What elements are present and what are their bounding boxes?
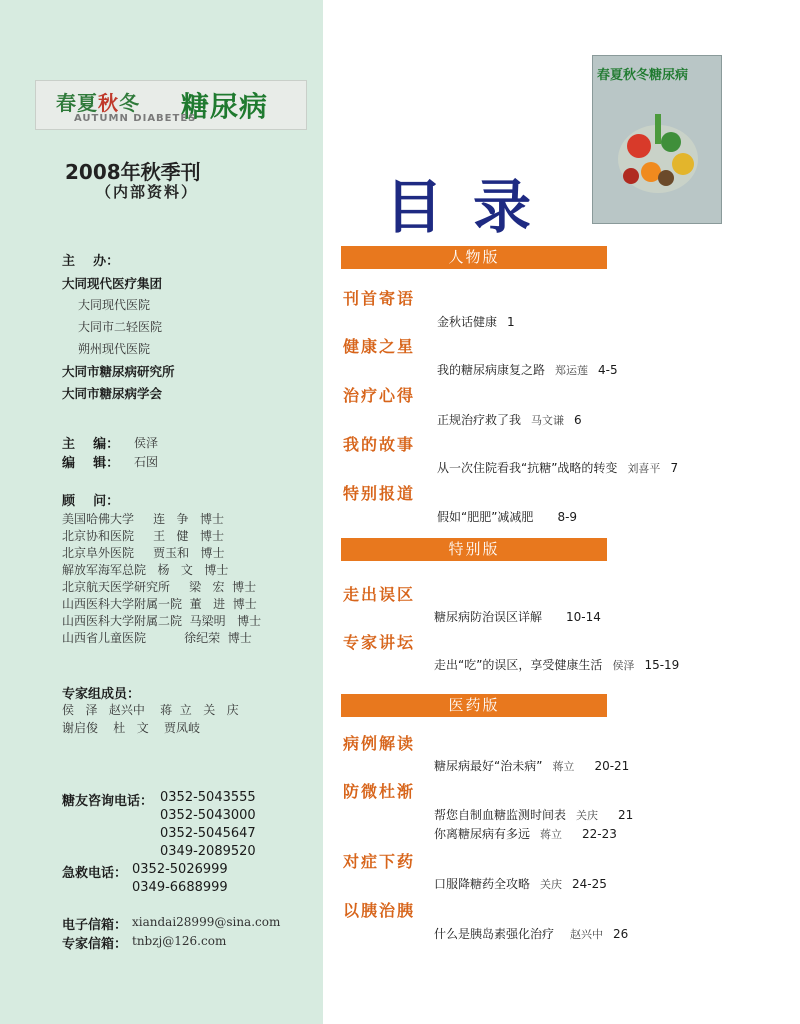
entry-pages: 15-19 [644,658,680,672]
entry-author: 刘喜平 [627,462,661,475]
entry-author: 关庆 [576,809,599,822]
experts-label: 专家组成员： [62,687,141,702]
toc-entry[interactable] [434,806,633,823]
hotline-number: 0352-5043555 [160,790,256,805]
entry-author: 马文谦 [531,414,565,427]
toc-entry[interactable] [434,656,679,673]
chief-editor: 侯泽 [134,436,159,450]
entry-title: 糖尿病防治误区详解 [434,610,543,624]
entry-pages: 26 [613,927,629,941]
section-heading: 刊首寄语 [343,289,416,308]
entry-title: 走出“吃”的误区，享受健康生活 [434,658,603,672]
emergency-number: 0349-6688999 [132,880,228,895]
hospital-item: 大同市二轻医院 [78,320,163,334]
magazine-logo [35,80,307,130]
entry-author: 蒋立 [540,828,563,841]
logo-brand: 糖尿病 [181,90,269,123]
expert-email-label: 专家信箱： [62,937,128,952]
entry-pages: 4-5 [598,363,618,377]
hospital-item: 大同现代医院 [78,298,151,312]
emergency-number: 0352-5026999 [132,862,228,877]
entry-title: 帮您自制血糖监测时间表 [434,808,567,822]
section-heading: 专家讲坛 [343,633,416,652]
entry-title: 你离糖尿病有多远 [434,827,531,841]
experts-line: 谢启俊 杜 文 贾凤岐 [62,721,200,735]
band-medicine: 医药版 [341,694,607,717]
advisor-item: 北京阜外医院 贾玉和 博士 [62,546,225,560]
advisor-item: 山西医科大学附属二院 马梁明 博士 [62,614,262,628]
toc-entry[interactable] [434,757,629,774]
email-label: 电子信箱： [62,918,128,933]
entry-pages: 6 [574,413,582,427]
entry-author: 关庆 [540,878,563,891]
cover-title: 春夏秋冬糖尿病 [597,68,689,83]
advisor-item: 北京协和医院 王 健 博士 [62,529,224,543]
host-label: 主 办： [62,254,120,269]
entry-pages: 21 [618,808,634,822]
entry-author: 蒋立 [552,760,575,773]
entry-pages: 8-9 [557,510,578,524]
section-heading: 健康之星 [343,337,416,356]
host-group: 大同现代医疗集团 [62,276,163,291]
toc-entry[interactable] [437,508,577,525]
toc-entry[interactable] [437,361,618,378]
advisor-item: 解放军海军总院 杨 文 博士 [62,563,229,577]
toc-title: 目录 [385,173,562,241]
section-heading: 防微杜渐 [343,782,416,801]
entry-author: 侯泽 [612,659,635,672]
section-heading: 特别报道 [343,484,416,503]
hotline-label: 糖友咨询电话： [62,794,154,809]
vegetables-illustration [611,104,706,199]
band-people: 人物版 [341,246,607,269]
section-heading: 我的故事 [343,435,416,454]
hotline-number: 0352-5043000 [160,808,256,823]
entry-title: 金秋话健康 [437,315,498,329]
toc-entry[interactable] [437,459,678,476]
entry-pages: 22-23 [582,827,617,841]
entry-pages: 7 [670,461,679,475]
toc-entry[interactable] [434,825,617,842]
entry-author: 赵兴中 [570,928,604,941]
issue-subtitle: （内部资料） [96,183,199,201]
hotline-number: 0349-2089520 [160,844,256,859]
host-society: 大同市糖尿病学会 [62,386,163,401]
entry-title: 正规治疗救了我 [437,413,522,427]
hotline-number: 0352-5045647 [160,826,256,841]
advisors-label: 顾 问： [62,494,120,509]
logo-english: AUTUMN DIABETES [74,113,197,124]
section-heading: 对症下药 [343,852,416,871]
entry-pages: 24-25 [572,877,607,891]
chief-editor-label: 主 编： [62,437,120,452]
expert-email-address[interactable]: tnbzj@126.com [132,934,227,948]
section-heading: 走出误区 [343,585,416,604]
section-heading: 病例解读 [343,734,416,753]
entry-title: 从一次住院看我“抗糖”战略的转变 [437,461,618,475]
host-institute: 大同市糖尿病研究所 [62,364,175,379]
editor: 石囡 [134,455,159,469]
entry-title: 口服降糖药全攻略 [434,877,531,891]
entry-author: 郑运莲 [555,364,589,377]
logo-spring-summer: 春夏 [56,91,98,115]
advisor-item: 山西医科大学附属一院 董 进 博士 [62,597,257,611]
issue-title: 2008年秋季刊 [65,160,201,184]
toc-entry[interactable] [434,925,628,942]
entry-title: 我的糖尿病康复之路 [437,363,546,377]
email-address[interactable]: xiandai28999@sina.com [132,915,281,929]
section-heading: 治疗心得 [343,386,416,405]
toc-entry[interactable] [437,411,582,428]
entry-pages: 1 [507,315,515,329]
entry-title: 什么是胰岛素强化治疗 [434,927,555,941]
emergency-label: 急救电话： [62,866,128,881]
section-heading: 以胰治胰 [343,901,416,920]
entry-pages: 10-14 [566,610,601,624]
hospital-item: 朔州现代医院 [78,342,151,356]
editor-label: 编 辑： [62,456,120,471]
toc-entry[interactable] [434,875,607,892]
advisor-item: 山西省儿童医院 徐纪荣 博士 [62,631,252,645]
logo-winter: 冬 [119,91,140,115]
advisor-item: 北京航天医学研究所 梁 宏 博士 [62,580,257,594]
toc-entry[interactable] [437,313,515,330]
logo-autumn: 秋 [98,91,119,115]
entry-title: 假如“肥肥”减减肥 [437,510,534,524]
entry-title: 糖尿病最好“治未病” [434,759,543,773]
experts-line: 侯 泽 赵兴中 蒋 立 关 庆 [62,703,239,717]
logo-seasons [56,87,140,116]
band-special: 特别版 [341,538,607,561]
entry-pages: 20-21 [594,759,630,773]
cover-thumbnail [592,55,722,224]
toc-entry[interactable] [434,608,601,625]
advisor-item: 美国哈佛大学 连 争 博士 [62,512,224,526]
